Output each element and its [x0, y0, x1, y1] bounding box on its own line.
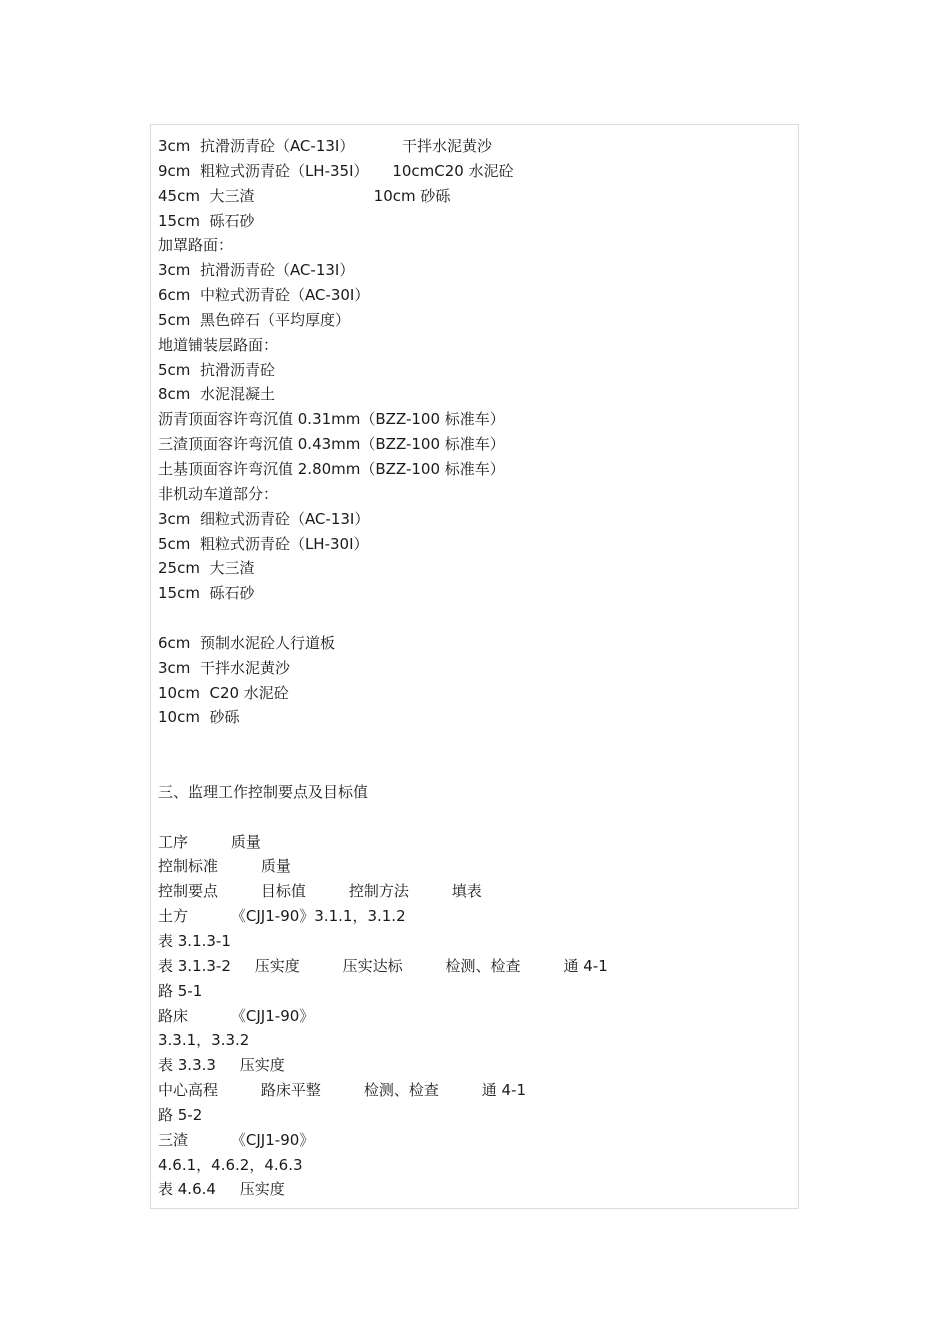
table-text-line: 控制要点 目标值 控制方法 填表 [158, 882, 482, 901]
text-line: 三渣顶面容许弯沉值 0.43mm（BZZ-100 标准车） [158, 435, 505, 454]
document-body [158, 134, 794, 1202]
text-line: 3cm 抗滑沥青砼（AC-13Ⅰ） [158, 261, 355, 280]
text-line: 3cm 抗滑沥青砼（AC-13Ⅰ） 干拌水泥黄沙 [158, 137, 493, 155]
table-text-line: 路 5-2 [158, 1105, 203, 1124]
blank-line [158, 805, 794, 830]
blank-line [158, 606, 794, 631]
text-line: 土基顶面容许弯沉值 2.80mm（BZZ-100 标准车） [158, 459, 505, 478]
section-label: 非机动车道部分： [158, 484, 279, 503]
text-line: 10cm C20 水泥砼 [158, 683, 289, 702]
table-text-line: 路 5-1 [158, 981, 203, 1000]
table-text-line: 工序 质量 [158, 832, 261, 851]
table-text-line: 中心高程 路床平整 检测、检查 通 4-1 [158, 1081, 527, 1100]
text-line: 5cm 抗滑沥青砼 [158, 360, 275, 379]
text-line: 3cm 干拌水泥黄沙 [158, 658, 290, 677]
section-label: 加罩路面： [158, 236, 234, 255]
table-text-line: 表 3.1.3-2 压实度 压实达标 检测、检查 通 4-1 [158, 956, 608, 975]
table-text-line: 表 3.3.3 压实度 [158, 1056, 285, 1075]
blank-line [158, 755, 794, 780]
table-text-line: 土方 《CJJ1-90》3.1.1，3.1.2 [158, 907, 406, 926]
text-line: 10cm 砂砾 [158, 708, 240, 727]
table-text-line: 3.3.1，3.3.2 [158, 1031, 250, 1050]
table-text-line: 4.6.1，4.6.2，4.6.3 [158, 1155, 303, 1174]
table-text-line: 表 4.6.4 压实度 [158, 1180, 285, 1199]
text-line: 25cm 大三渣 [158, 559, 255, 578]
text-line: 9cm 粗粒式沥青砼（LH-35Ⅰ） 10cmC20 水泥砼 [158, 161, 514, 180]
table-text-line: 控制标准 质量 [158, 857, 291, 876]
text-line: 5cm 粗粒式沥青砼（LH-30Ⅰ） [158, 534, 369, 553]
text-line: 15cm 砾石砂 [158, 584, 255, 603]
table-text-line: 三渣 《CJJ1-90》 [158, 1130, 315, 1149]
table-text-line: 路床 《CJJ1-90》 [158, 1006, 315, 1025]
text-line: 6cm 中粒式沥青砼（AC-30Ⅰ） [158, 286, 370, 305]
text-line: 8cm 水泥混凝土 [158, 385, 275, 404]
table-text-line: 表 3.1.3-1 [158, 932, 231, 950]
text-line: 沥青顶面容许弯沉值 0.31mm（BZZ-100 标准车） [158, 410, 505, 429]
text-line: 15cm 砾石砂 [158, 211, 255, 230]
section-label: 地道铺装层路面： [158, 335, 279, 354]
section-heading: 三、监理工作控制要点及目标值 [158, 782, 369, 801]
blank-line [158, 730, 794, 755]
text-line: 6cm 预制水泥砼人行道板 [158, 633, 335, 652]
text-line: 45cm 大三渣 10cm 砂砾 [158, 186, 451, 205]
text-line: 5cm 黑色碎石（平均厚度） [158, 310, 350, 329]
document-frame [150, 124, 799, 1209]
text-line: 3cm 细粒式沥青砼（AC-13Ⅰ） [158, 509, 370, 528]
